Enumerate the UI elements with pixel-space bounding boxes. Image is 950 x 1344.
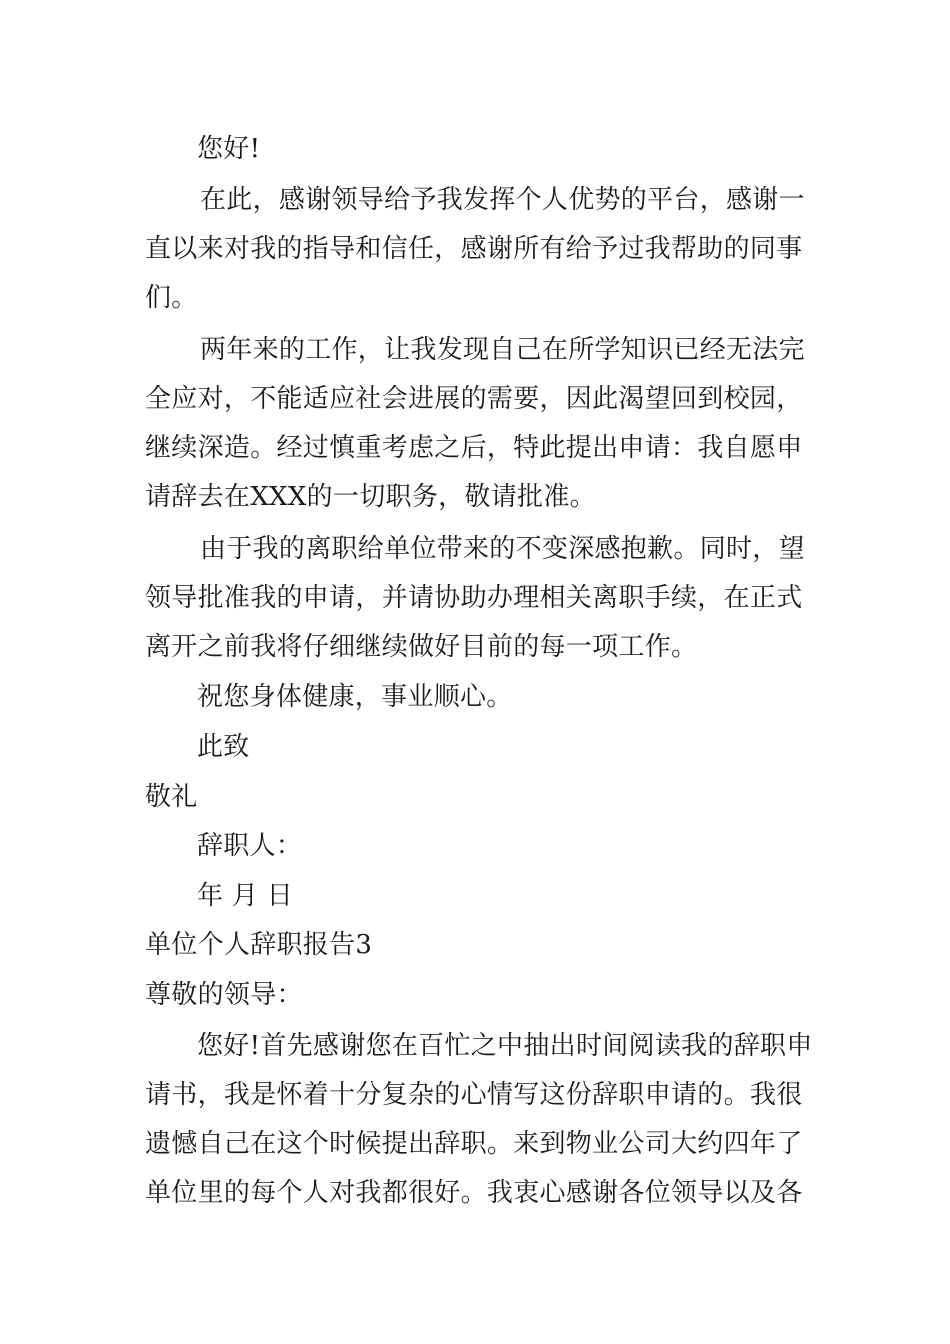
section-title: 单位个人辞职报告3 (145, 930, 373, 960)
paragraph-line: 继续深造。经过慎重考虑之后，特此提出申请：我自愿申 (145, 433, 803, 463)
paragraph-line: 遗憾自己在这个时候提出辞职。来到物业公司大约四年了 (145, 1129, 803, 1159)
paragraph-line: 您好!首先感谢您在百忙之中抽出时间阅读我的辞职申 (197, 1031, 813, 1061)
paragraph-line: 在此，感谢领导给予我发挥个人优势的平台，感谢一 (200, 185, 805, 215)
paragraph-line: 们。 (145, 283, 198, 313)
paragraph-line: 直以来对我的指导和信任，感谢所有给予过我帮助的同事 (145, 234, 803, 264)
paragraph-line: 由于我的离职给单位带来的不变深感抱歉。同时，望 (200, 534, 805, 564)
paragraph-line: 离开之前我将仔细继续做好目前的每一项工作。 (145, 632, 698, 662)
addressee-line: 尊敬的领导： (145, 980, 303, 1010)
paragraph-line: 领导批准我的申请，并请协助办理相关离职手续，在正式 (145, 583, 803, 613)
greeting-line: 您好! (197, 134, 261, 164)
closing-wish-line: 祝您身体健康，事业顺心。 (197, 682, 513, 712)
signature-line: 辞职人： (197, 831, 303, 861)
date-line: 年 月 日 (197, 881, 294, 911)
salutation-line: 此致 (197, 732, 250, 762)
salutation-line: 敬礼 (145, 782, 198, 812)
paragraph-line: 请辞去在XXX的一切职务，敬请批准。 (145, 482, 596, 512)
paragraph-line: 两年来的工作，让我发现自己在所学知识已经无法完 (200, 335, 805, 365)
paragraph-line: 单位里的每个人对我都很好。我衷心感谢各位领导以及各 (145, 1178, 803, 1208)
paragraph-line: 请书，我是怀着十分复杂的心情写这份辞职申请的。我很 (145, 1080, 803, 1110)
paragraph-line: 全应对，不能适应社会进展的需要，因此渴望回到校园， (145, 384, 803, 414)
